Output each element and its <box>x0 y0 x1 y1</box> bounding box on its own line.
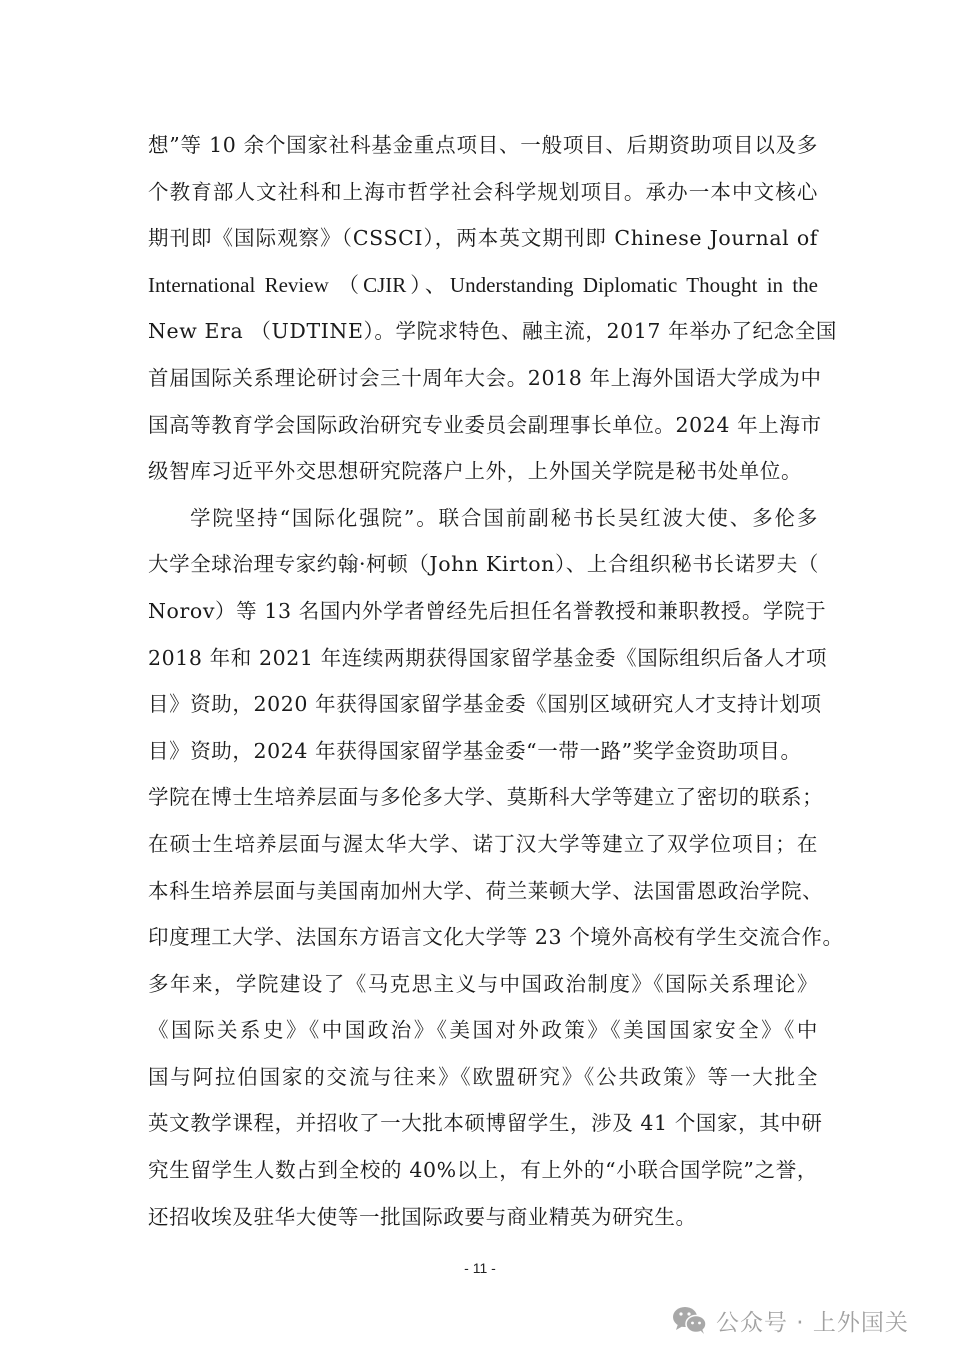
wechat-icon <box>672 1305 708 1335</box>
text-line: 本科生培养层面与美国南加州大学、荷兰莱顿大学、法国雷恩政治学院、 <box>148 878 824 903</box>
document-body <box>148 128 844 1246</box>
text-line: 个教育部人文社科和上海市哲学社会科学规划项目。承办一本中文核心 <box>148 179 818 204</box>
text-line: 《国际关系史》《中国政治》《美国对外政策》《美国国家安全》《中 <box>148 1018 818 1043</box>
text-line: 2018 年和 2021 年连续两期获得国家留学基金委《国际组织后备人才项 <box>148 645 828 670</box>
text-line: 在硕士生培养层面与渥太华大学、诺丁汉大学等建立了双学位项目；在 <box>148 831 818 856</box>
text-line: 英文教学课程，并招收了一大批本硕博留学生，涉及 41 个国家，其中研 <box>148 1111 823 1136</box>
wechat-watermark <box>672 1300 909 1340</box>
text-line: 学院在博士生培养层面与多伦多大学、莫斯科大学等建立了密切的联系； <box>148 785 824 810</box>
paragraph-start-line: 学院坚持“国际化强院”。联合国前副秘书长吴红波大使、多伦多 <box>190 505 818 530</box>
text-line: 印度理工大学、法国东方语言文化大学等 23 个境外高校有学生交流合作。 <box>148 925 844 950</box>
text-line: New Era （UDTINE）。学院求特色、融主流，2017 年举办了纪念全国 <box>148 319 837 344</box>
text-line: 目》资助，2020 年获得国家留学基金委《国别区域研究人才支持计划项 <box>148 692 822 717</box>
text-line: International Review （CJIR）、Understanding Diplomatic Thought in the <box>148 272 818 297</box>
text-line: 期刊即《国际观察》（CSSCI），两本英文期刊即 Chinese Journal of <box>148 226 818 251</box>
text-line: 目》资助，2024 年获得国家留学基金委“一带一路”奖学金资助项目。 <box>148 738 802 763</box>
text-line: 国高等教育学会国际政治研究专业委员会副理事长单位。2024 年上海市 <box>148 412 822 437</box>
text-line: 想”等 10 余个国家社科基金重点项目、一般项目、后期资助项目以及多 <box>148 133 818 157</box>
page-number: - 11 - <box>464 1260 496 1276</box>
text-line: 首届国际关系理论研讨会三十周年大会。2018 年上海外国语大学成为中 <box>148 365 822 390</box>
text-line: 还招收埃及驻华大使等一批国际政要与商业精英为研究生。 <box>148 1204 697 1229</box>
text-line: 多年来，学院建设了《马克思主义与中国政治制度》《国际关系理论》 <box>148 971 818 996</box>
text-line: 究生留学生人数占到全校的 40%以上，有上外的“小联合国学院”之誉， <box>148 1158 818 1183</box>
watermark-text: 公众号 · 上外国关 <box>716 1309 909 1336</box>
text-line: 国与阿拉伯国家的交流与往来》《欧盟研究》《公共政策》等一大批全 <box>148 1064 818 1089</box>
text-line: Norov）等 13 名国内外学者曾经先后担任名誉教授和兼职教授。学院于 <box>148 598 827 623</box>
text-line: 级智库习近平外交思想研究院落户上外，上外国关学院是秘书处单位。 <box>148 459 803 484</box>
text-line: 大学全球治理专家约翰·柯顿（John Kirton）、上合组织秘书长诺罗夫（ <box>148 552 820 577</box>
